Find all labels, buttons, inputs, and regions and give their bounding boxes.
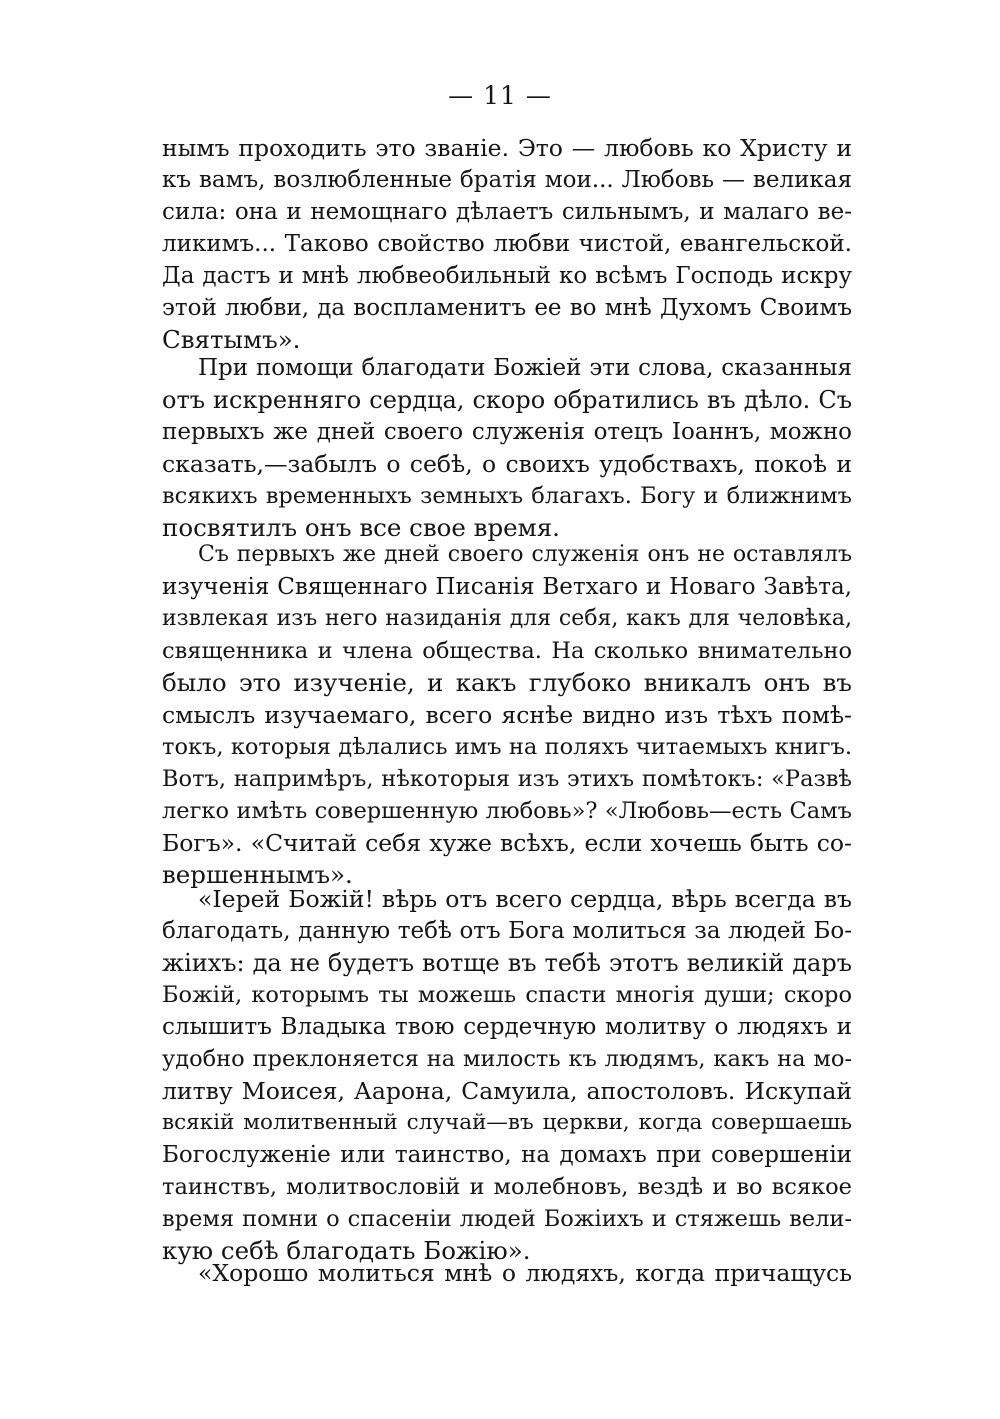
text-line: первыхъ же дней своего служенія отецъ Іоаннъ, можно [162, 419, 852, 445]
text-line: было это изученіе, и какъ глубоко вникалъ онъ въ [162, 668, 852, 697]
text-line: Божій, которымъ ты можешь спасти многія души; скоро [162, 982, 852, 1008]
text-line: Богослуженіе или таинство, на домахъ при совершеніи [162, 1142, 852, 1168]
text-line: этой любви, да воспламенитъ ее во мнѣ Духомъ Своимъ [162, 295, 852, 321]
text-line: Святымъ». [162, 325, 301, 354]
text-line: «Хорошо молиться мнѣ о людяхъ, когда причащусь [198, 1259, 852, 1287]
text-line: Богъ». «Считай себя хуже всѣхъ, если хочешь быть со- [162, 829, 852, 857]
text-line: священника и члена общества. На сколько внимательно [162, 638, 852, 664]
text-line: ликимъ... Таково свойство любви чистой, евангельской. [162, 231, 852, 257]
text-line: сказать,—забылъ о себѣ, о своихъ удобствахъ, покоѣ и [162, 450, 852, 478]
text-line: жіихъ: да не будетъ вотще въ тебѣ этотъ великій даръ [162, 949, 852, 977]
text-line: «Іерей Божій! вѣрь отъ всего сердца, вѣрь всегда въ [198, 885, 852, 913]
text-line: благодать, данную тебѣ отъ Бога молиться за людей Бо- [162, 918, 852, 944]
text-line: всякій молитвенный случай—въ церкви, когда совершаешь [162, 1110, 852, 1135]
text-line: посвятилъ онъ все свое время. [162, 513, 560, 542]
text-line: вершеннымъ». [162, 860, 353, 889]
text-line: изученія Священнаго Писанія Ветхаго и Новаго Завѣта, [162, 574, 852, 600]
page-number: — 11 — [448, 81, 552, 110]
paragraph-5 [162, 1257, 852, 1289]
paragraph-4 [162, 883, 852, 1267]
text-line: При помощи благодати Божіей эти слова, сказанныя [198, 355, 852, 381]
paragraph-3 [162, 539, 852, 891]
text-line: литву Моисея, Аарона, Самуила, апостоловъ. Искупай [162, 1077, 852, 1105]
text-line: Съ первыхъ же дней своего служенія онъ не оставлялъ [198, 542, 852, 567]
text-line: сила: она и немощнаго дѣлаетъ сильнымъ, и малаго ве- [162, 199, 852, 225]
paragraph-2 [162, 352, 852, 544]
text-line: Вотъ, напримѣръ, нѣкоторыя изъ этихъ помѣтокъ: «Развѣ [162, 766, 852, 792]
text-line: извлекая изъ него назиданія для себя, какъ для человѣка, [162, 606, 852, 631]
text-line: удобно преклоняется на милость къ людямъ, какъ на мо- [162, 1046, 852, 1072]
text-line: таинствъ, молитвословій и молебновъ, вездѣ и во всякое [162, 1174, 852, 1200]
text-line: смыслъ изучаемаго, всего яснѣе видно изъ тѣхъ помѣ- [162, 701, 852, 729]
text-line: къ вамъ, возлюбленные братія мои... Любовь — великая [162, 167, 852, 193]
text-line: всякихъ временныхъ земныхъ благахъ. Богу и ближнимъ [162, 483, 852, 509]
text-line: кую себѣ благодать Божію». [162, 1236, 531, 1265]
text-line: Да дастъ и мнѣ любвеобильный ко всѣмъ Господь искру [162, 263, 852, 289]
text-line: токъ, которыя дѣлались имъ на поляхъ читаемыхъ книгъ. [162, 734, 852, 760]
text-line: отъ искренняго сердца, скоро обратились въ дѣло. Съ [162, 386, 852, 414]
paragraph-1 [162, 132, 852, 356]
text-line: слышитъ Владыка твою сердечную молитву о людяхъ и [162, 1014, 852, 1040]
text-line: нымъ проходить это званіе. Это — любовь ко Христу и [162, 134, 852, 162]
text-line: время помни о спасеніи людей Божіихъ и стяжешь вели- [162, 1206, 852, 1232]
text-line: легко имѣть совершенную любовь»? «Любовь—есть Самъ [162, 798, 852, 824]
